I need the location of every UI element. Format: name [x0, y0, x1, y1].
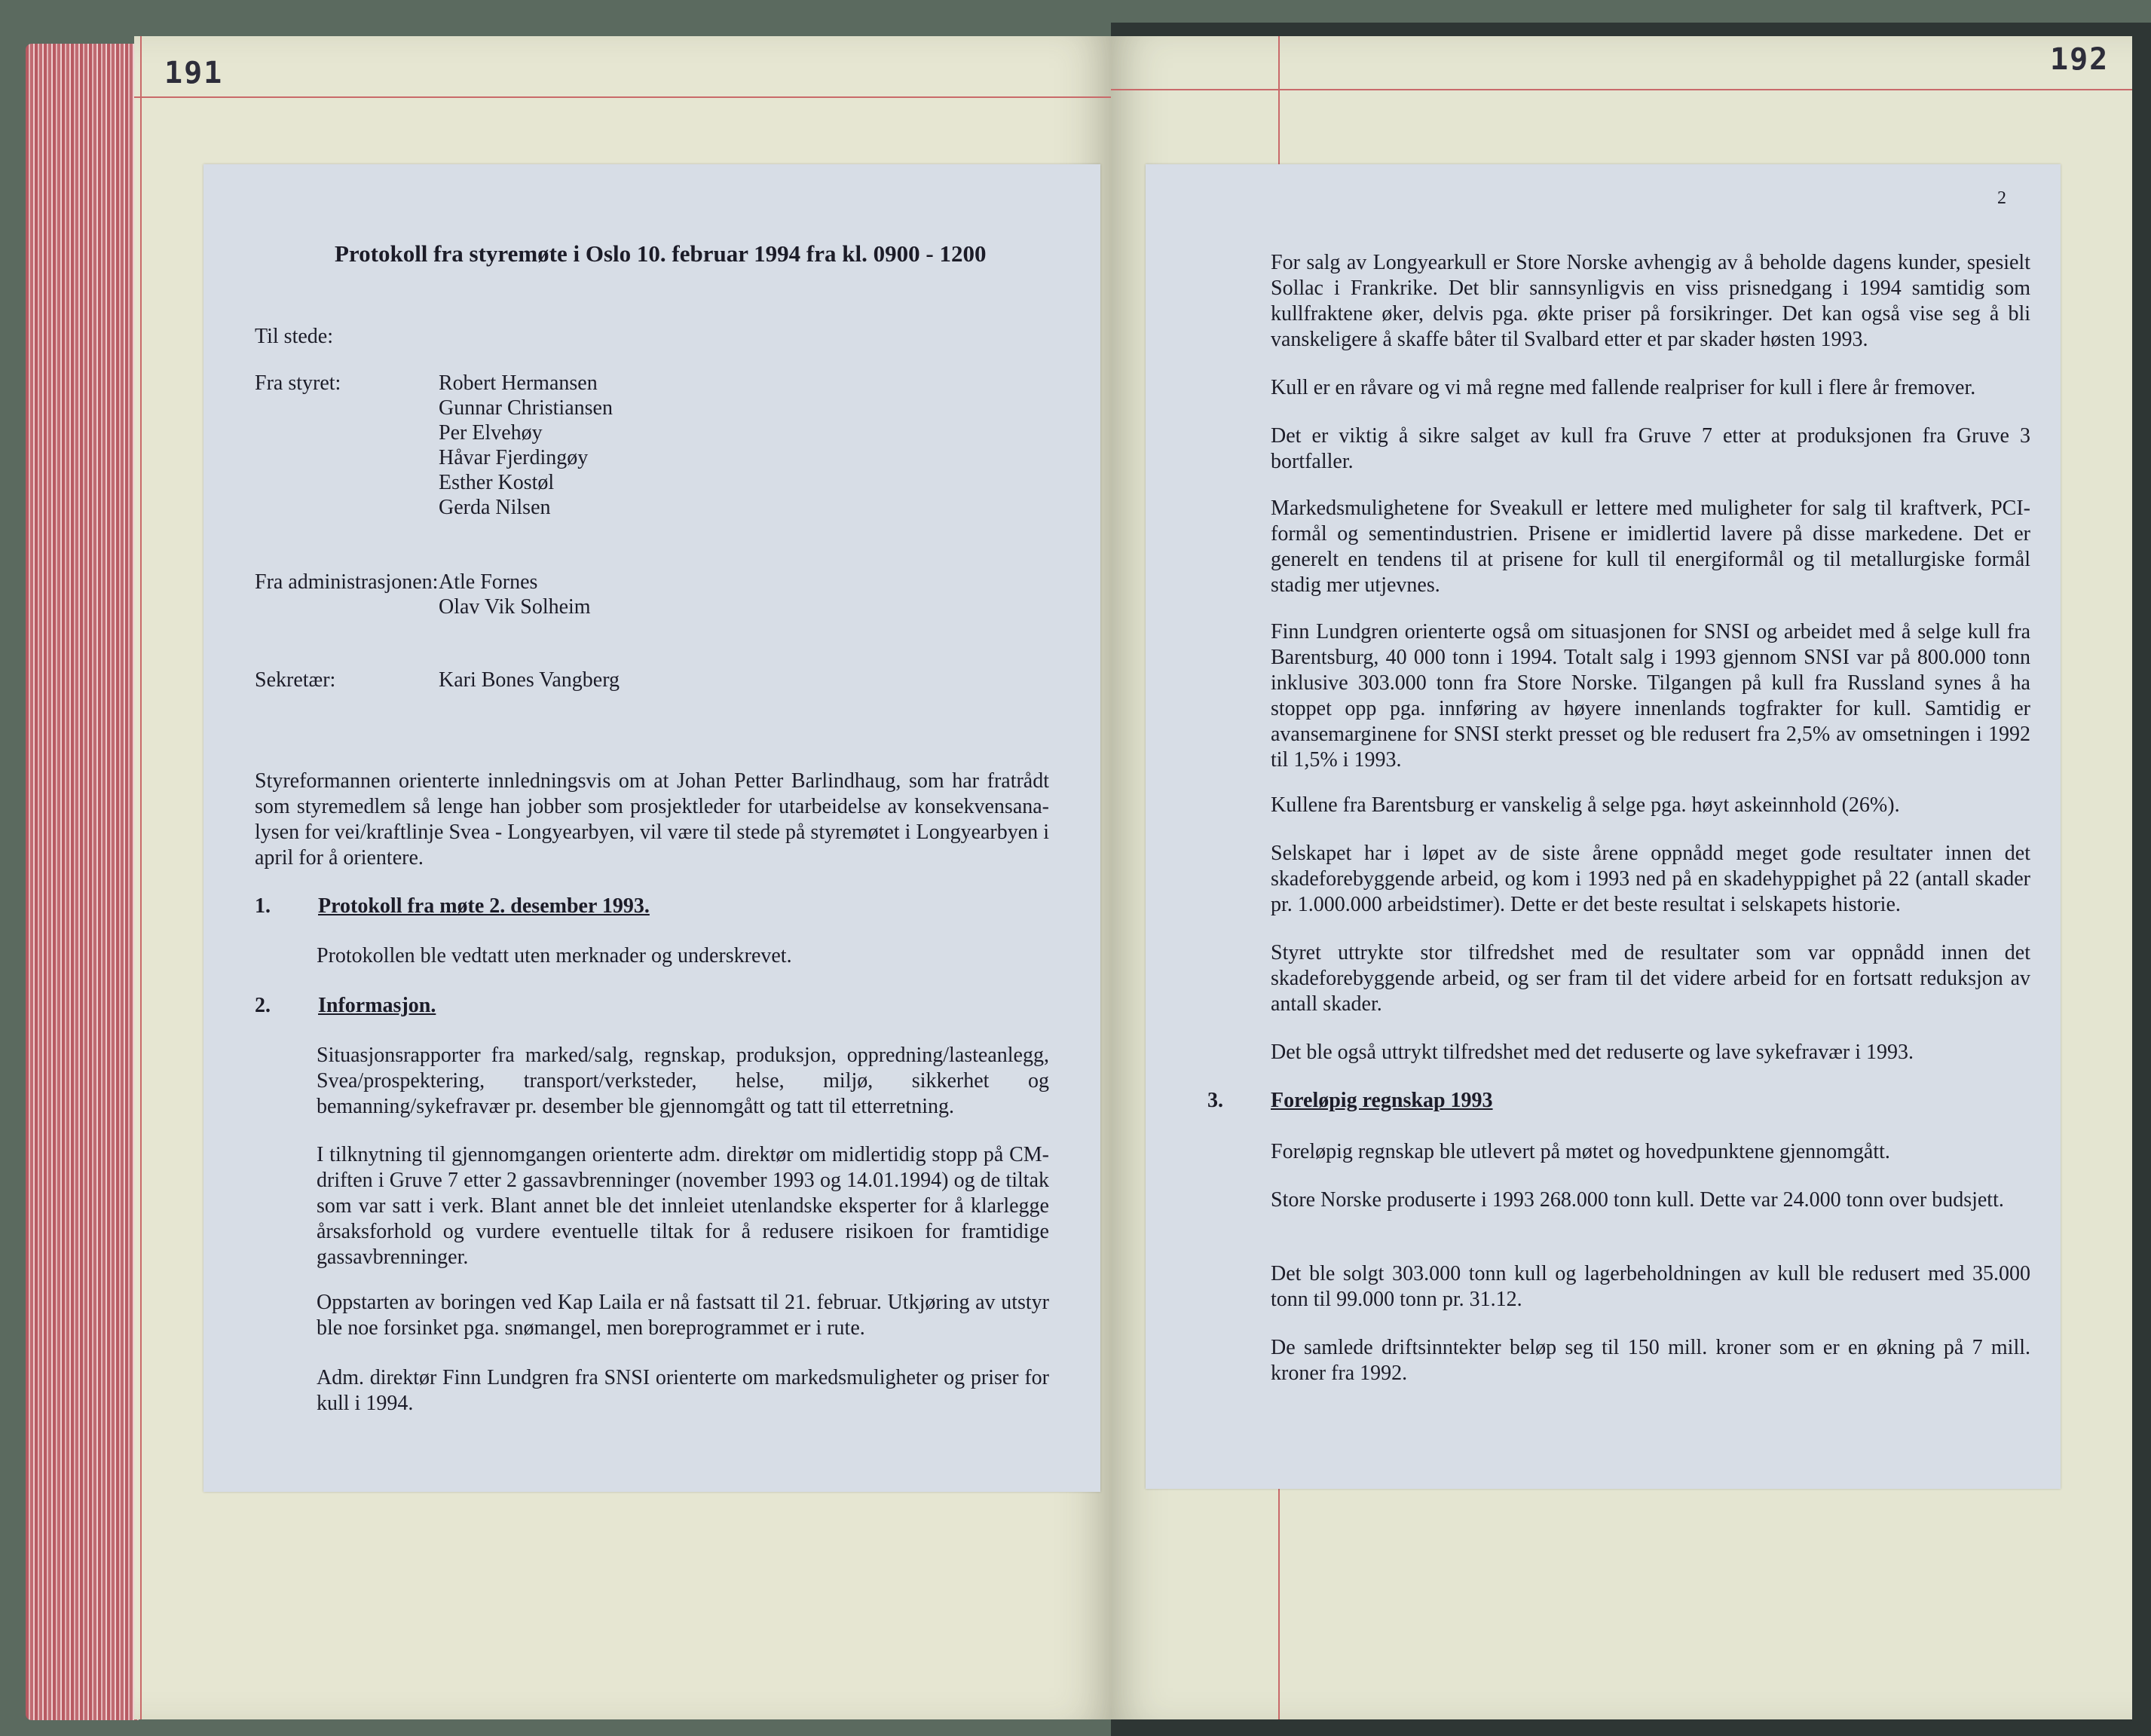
fra-administrasjonen-label: Fra administrasjonen: [255, 570, 439, 594]
section-2-heading [255, 993, 436, 1019]
section-2-paragraph: Situasjonsrapporter fra marked/salg, regnskap, produksjon, oppredning/lasteanlegg, Svea/prospektering, transport/verksteder, helse, miljø, sikkerhet og bemanning/sykefravær pr. desember ble gjennomgått og tatt til etterretning. [317, 1044, 1049, 1118]
left-book-page-number: 191 [164, 56, 224, 90]
right-protocol-sheet [1146, 164, 2061, 1489]
section-2-paragraph: Oppstarten av boringen ved Kap Laila er nå fastsatt til 21. februar. Utkjøring av utstyr ble noe forsinket pga. snømangel, men boreprogrammet er i rute. [317, 1291, 1049, 1340]
section-number: 1. [255, 894, 271, 918]
market-paragraph: Markedsmulighetene for Sveakull er lettere med muligheter for salg til kraftverk, PCI-formål og sementindustrien. Prisene er imidlertid lavere på disse markedene. Det er generelt en tendens til at prisene for kull til energiformål og til metallurgiske formål stadig mer utjevnes. [1271, 497, 2030, 597]
section-3-heading [1207, 1088, 1493, 1114]
section-title: Informasjon. [318, 994, 436, 1017]
market-paragraph: Finn Lundgren orienterte også om situasjonen for SNSI og arbeidet med å selge kull fra Barentsburg, 40 000 tonn i 1994. Totalt salg i 1993 gjennom SNSI var på 800.000 tonn inklusive 303.000 tonn fra Store Norske. Tilgangen på kull fra Russland synes å ha stoppet opp pga. innføring av høyere innenlands togfrakter for kull. Samtidig er avansemarginene for SNSI sterkt presset og ble redusert fra 2,5% av omsetningen i 1992 til 1,5% i 1993. [1271, 620, 2030, 772]
section-3-paragraph: Det ble solgt 303.000 tonn kull og lagerbeholdningen av kull ble redusert med 35.000 tonn til 99.000 tonn pr. 31.12. [1271, 1262, 2030, 1311]
left-margin-line [140, 36, 142, 1719]
til-stede-label: Til stede: [255, 325, 333, 348]
intro-paragraph: Styreformannen orienterte innledningsvis om at Johan Petter Barlindhaug, som har fratrådt som styremedlem så lenge han jobber som prosjektleder for utarbeidelse av konsekvensana-lysen for vei/kraftlinje Svea - Longyearbyen, vil være til stede på styremøtet i Longyearbyen i april for å orientere. [255, 769, 1049, 870]
document-title: Protokoll fra styremøte i Oslo 10. februar 1994 fra kl. 0900 - 1200 [335, 240, 987, 267]
section-3-paragraph: Foreløpig regnskap ble utlevert på møtet og hovedpunktene gjennomgått. [1271, 1140, 1890, 1163]
market-paragraph: Kullene fra Barentsburg er vanskelig å selge pga. høyt askeinnhold (26%). [1271, 793, 1900, 817]
board-member: Robert Hermansen [439, 371, 598, 395]
section-title: Foreløpig regnskap 1993 [1271, 1089, 1493, 1112]
market-paragraph: For salg av Longyearkull er Store Norske avhengig av å beholde dagens kunder, spesielt Sollac i Frankrike. Det blir sannsynligvis en viss prisnedgang i 1994 samtidig som kullfraktene øker, delvis pga. økte priser på forsikringer. Det kan også vise seg å bli vanskeligere å skaffe båter til Svalbard etter et par skader høsten 1993. [1271, 251, 2030, 351]
safety-paragraph: Det ble også uttrykt tilfredshet med det reduserte og lave sykefravær i 1993. [1271, 1041, 1914, 1064]
page-edges [26, 44, 139, 1720]
board-member: Gunnar Christiansen [439, 396, 613, 420]
section-number: 2. [255, 994, 271, 1017]
board-member: Håvar Fjerdingøy [439, 446, 589, 469]
sekretaer-name: Kari Bones Vangberg [439, 668, 620, 692]
admin-member: Olav Vik Solheim [439, 595, 591, 619]
section-2-paragraph: Adm. direktør Finn Lundgren fra SNSI orienterte om markedsmuligheter og priser for kull i 1994. [317, 1366, 1049, 1415]
market-paragraph: Kull er en råvare og vi må regne med fallende realpriser for kull i flere år fremover. [1271, 376, 1976, 399]
section-title: Protokoll fra møte 2. desember 1993. [318, 894, 650, 918]
admin-member: Atle Fornes [439, 570, 538, 594]
safety-paragraph: Styret uttrykte stor tilfredshet med de resultater som var oppnådd innen det skadeforebyggende arbeid, og ser fram til det videre arbeid for en fortsatt reduksjon av antall skader. [1271, 941, 2030, 1016]
right-book-page-number: 192 [2050, 42, 2110, 77]
sheet-page-number: 2 [1997, 188, 2006, 208]
board-member: Per Elvehøy [439, 421, 543, 445]
right-top-rule [1111, 89, 2132, 90]
sekretaer-label: Sekretær: [255, 668, 336, 692]
section-1-heading [255, 894, 650, 919]
market-paragraph: Det er viktig å sikre salget av kull fra Gruve 7 etter at produksjonen fra Gruve 3 bortfaller. [1271, 424, 2030, 473]
fra-styret-label: Fra styret: [255, 371, 341, 395]
section-1-text: Protokollen ble vedtatt uten merknader og underskrevet. [317, 944, 792, 967]
section-2-paragraph: I tilknytning til gjennomgangen orienterte adm. direktør om midlertidig stopp på CM-driften i Gruve 7 etter 2 gassavbrenninger (november 1993 og 14.01.1994) og de tiltak som var satt i verk. Blant annet ble det innleiet utenlandske eksperter for å klarlegge årsaksforhold og vurdere eventuelle tiltak for å redusere risikoen for framtidige gassavbrenninger. [317, 1143, 1049, 1269]
board-member: Esther Kostøl [439, 471, 555, 494]
section-3-paragraph: De samlede driftsinntekter beløp seg til 150 mill. kroner som er en økning på 7 mill. kroner fra 1992. [1271, 1336, 2030, 1385]
board-member: Gerda Nilsen [439, 496, 551, 519]
section-number: 3. [1207, 1089, 1223, 1112]
safety-paragraph: Selskapet har i løpet av de siste årene oppnådd meget gode resultater innen det skadeforebyggende arbeid, og kom i 1993 ned på en skadehyppighet på 22 (antall skader pr. 1.000.000 arbeidstimer). Dette er det beste resultat i selskapets historie. [1271, 842, 2030, 916]
admin-member-list [439, 570, 591, 619]
left-protocol-sheet [203, 164, 1100, 1492]
board-member-list [439, 371, 613, 520]
section-3-paragraph: Store Norske produserte i 1993 268.000 tonn kull. Dette var 24.000 tonn over budsjett. [1271, 1188, 2004, 1212]
left-top-rule [134, 96, 1111, 98]
